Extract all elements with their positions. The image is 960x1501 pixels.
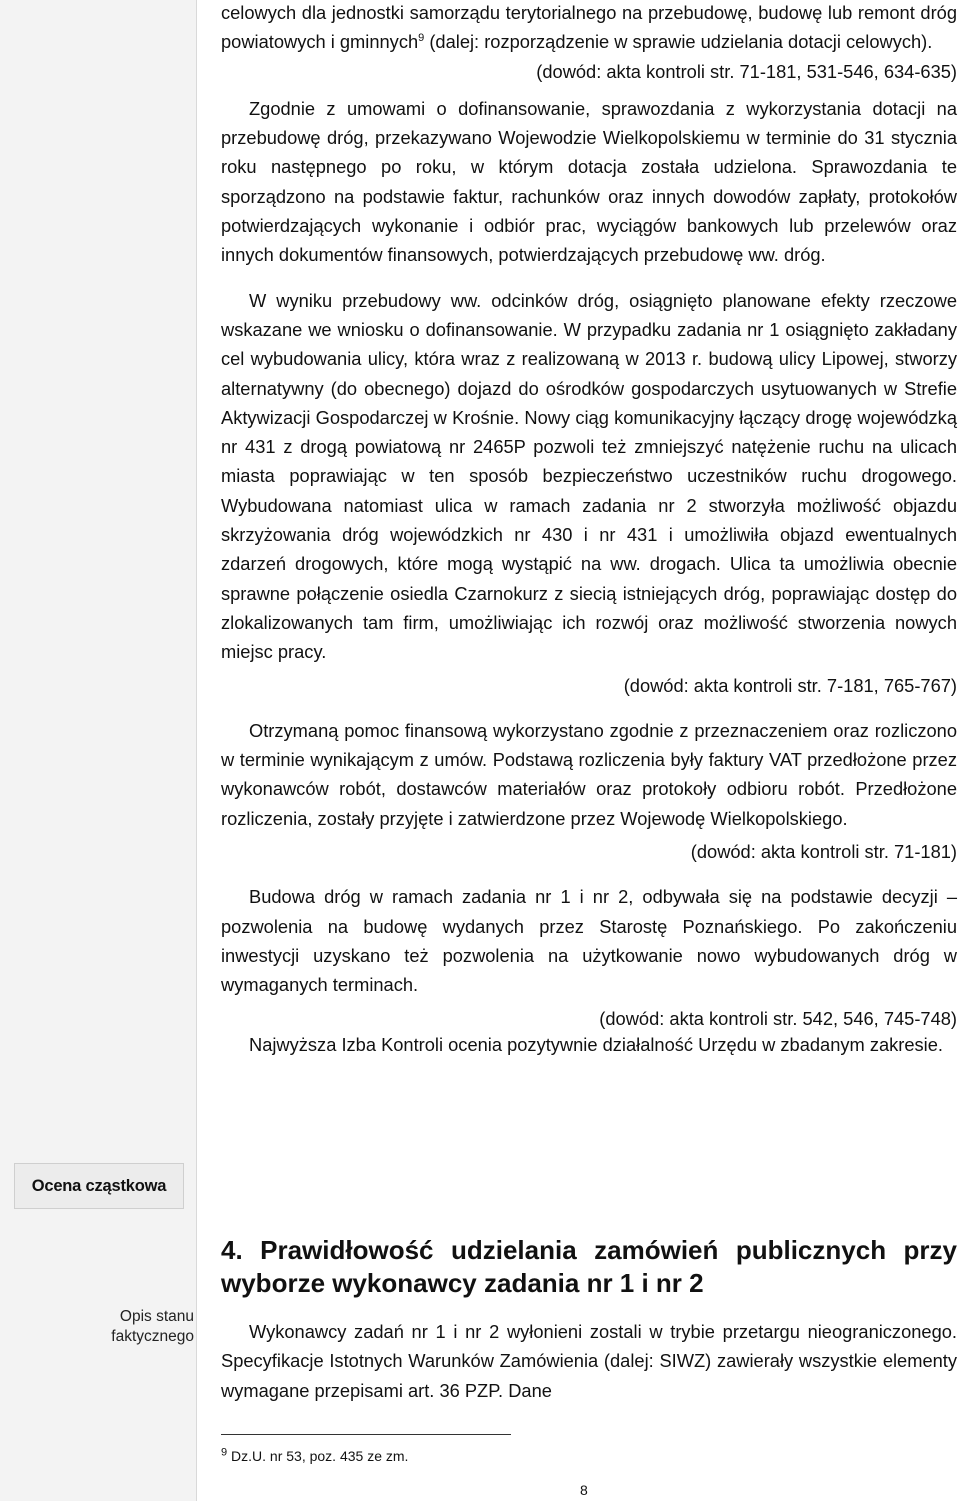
paragraph-1 — [221, 0, 957, 57]
paragraph-7: Wykonawcy zadań nr 1 i nr 2 wyłonieni zostali w trybie przetargu nieograniczonego. Specyfikacje Istotnych Warunków Zamówienia (dalej: SIWZ) zawierały wszystkie elementy wymagane przepisami art. 36 PZP. Dane — [221, 1321, 957, 1401]
evidence-citation-4: (dowód: akta kontroli str. 542, 546, 745-748) — [599, 1007, 957, 1029]
sidebar — [0, 0, 196, 1501]
ocena-czastkowa-label — [14, 1163, 184, 1209]
section-heading: 4. Prawidłowość udzielania zamówień publicznych przy wyborze wykonawcy zadania nr 1 i nr 2 — [221, 1235, 957, 1298]
ocena-label-text: Ocena cząstkowa — [31, 1176, 167, 1195]
paragraph-3: W wyniku przebudowy ww. odcinków dróg, osiągnięto planowane efekty rzeczowe wskazane we wniosku o dofinansowanie. W przypadku zadania nr 1 osiągnięto zakładany cel wybudowania ulicy, która wraz z realizowaną w 2013 r. budową ulicy Lipowej, stworzy alternatywny (do obecnego) dojazd do ośrodków gospodarczych usytuowanych w Strefie Aktywizacji Gospodarczej w Krośnie. Nowy ciąg komunikacyjny łączący drogę wojewódzką nr 431 z drogą powiatową nr 2465P pozwoli też zmniejszyć natężenie ruchu na ulicach miasta poprawiając w ten sposób bezpieczeństwo uczestników ruchu drogowego. Wybudowana natomiast ulica w ramach zadania nr 2 stworzyła możliwość objazdu skrzyżowania dróg wojewódzkich nr 430 i nr 431 i umożliwiła objazd ewentualnych zdarzeń drogowych, które mogą wystąpić na ww. drogach. Ulica ta umożliwia obecnie sprawne połączenie osiedla Czarnokurz z siecią istniejących dróg, poprawiając dostęp do zlokalizowanych tam firm, umożliwiając ich rozwój oraz możliwość stworzenia nowych miejsc pracy. — [221, 289, 957, 663]
footnote-text: Dz.U. nr 53, poz. 435 ze zm. — [227, 1448, 409, 1464]
paragraph-1-text: celowych dla jednostki samorządu terytorialnego na przebudowę, budowę lub remont dróg powiatowych i gminnych — [221, 2, 957, 53]
main-content-lower — [221, 1317, 957, 1405]
footnote-divider — [221, 1434, 511, 1435]
footnote-number: 9 — [221, 1446, 228, 1459]
paragraph-1-text-tail: (dalej: rozporządzenie w sprawie udzielania dotacji celowych). — [424, 31, 933, 53]
sidebar-divider — [196, 0, 197, 1501]
opis-label-line1: Opis stanu — [119, 1308, 194, 1325]
paragraph-5: Budowa dróg w ramach zadania nr 1 i nr 2, odbywała się na podstawie decyzji – pozwolenia na budowę wydanych przez Starostę Poznańskiego. Po zakończeniu inwestycji uzyskano też pozwolenia na użytkowanie nowo wybudowanych dróg w wymaganych terminach. — [221, 886, 957, 996]
evidence-citation-3: (dowód: akta kontroli str. 71-181) — [690, 841, 957, 863]
main-content — [221, 0, 957, 1059]
paragraph-4: Otrzymaną pomoc finansową wykorzystano zgodnie z przeznaczeniem oraz rozliczono w terminie wynikającym z umów. Podstawą rozliczenia były faktury VAT przedłożone przez wykonawców robót, dostawców materiałów oraz protokoły odbioru robót. Przedłożone rozliczenia, zostały przyjęte i zatwierdzone przez Wojewodę Wielkopolskiego. — [221, 719, 957, 829]
page-number: 8 — [580, 1482, 588, 1498]
paragraph-6: Najwyższa Izba Kontroli ocenia pozytywnie działalność Urzędu w zbadanym zakresie. — [249, 1033, 943, 1055]
opis-stanu-label — [60, 1307, 194, 1347]
footnote-ref: 9 — [418, 32, 425, 45]
footnote — [221, 1447, 408, 1465]
evidence-citation-2: (dowód: akta kontroli str. 7-181, 765-767) — [623, 674, 957, 696]
paragraph-2: Zgodnie z umowami o dofinansowanie, sprawozdania z wykorzystania dotacji na przebudowę dróg, przekazywano Wojewodzie Wielkopolskiemu w terminie do 31 stycznia roku następnego po roku, w którym dotacja została udzielona. Sprawozdania te sporządzono na podstawie faktur, rachunków oraz innych dowodów zapłaty, protokołów potwierdzających wykonanie i odbiór prac, wyciągów bankowych lub przelewów oraz innych dokumentów finansowych, potwierdzających przebudowę ww. dróg. — [221, 97, 957, 266]
evidence-citation-1: (dowód: akta kontroli str. 71-181, 531-546, 634-635) — [536, 60, 957, 82]
opis-label-line2: faktycznego — [111, 1328, 194, 1345]
